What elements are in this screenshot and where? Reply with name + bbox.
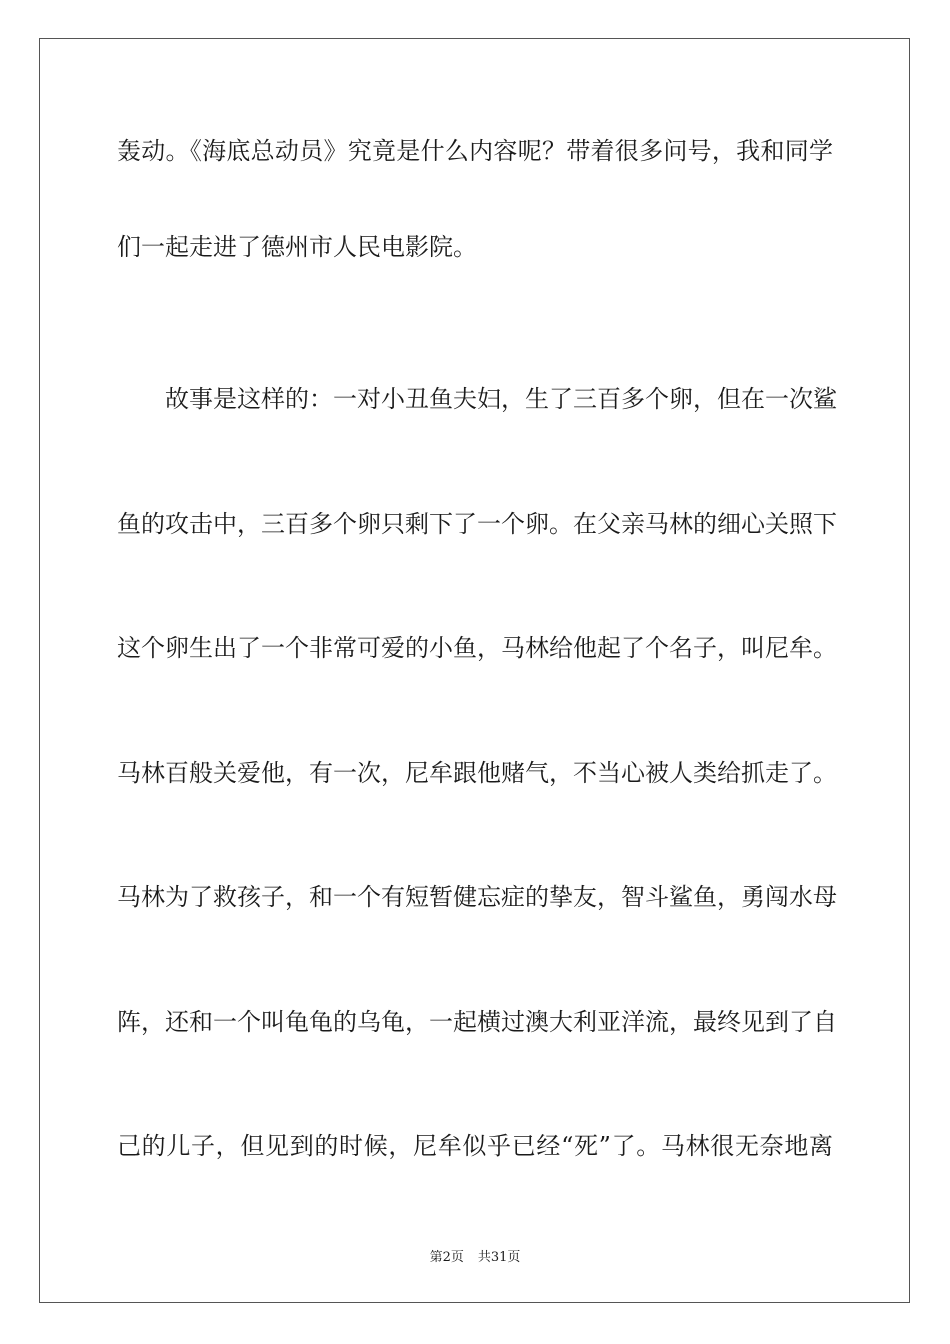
paragraph-line: 轰动。《海底总动员》究竟是什么内容呢？带着很多问号，我和同学 bbox=[117, 137, 833, 165]
page-footer bbox=[0, 1246, 950, 1265]
paragraph-line: 阵，还和一个叫龟龟的乌龟，一起横过澳大利亚洋流，最终见到了自 bbox=[117, 1008, 837, 1036]
paragraph-line: 们一起走进了德州市人民电影院。 bbox=[117, 233, 477, 261]
page-number: 第2页 bbox=[429, 1250, 464, 1265]
page-border bbox=[39, 38, 910, 1303]
page-total: 共31页 bbox=[477, 1250, 521, 1265]
paragraph-line: 己的儿子，但见到的时候，尼牟似乎已经“死”了。马林很无奈地离 bbox=[117, 1132, 833, 1160]
paragraph-line: 马林为了救孩子，和一个有短暂健忘症的挚友，智斗鲨鱼，勇闯水母 bbox=[117, 883, 837, 911]
paragraph-line: 这个卵生出了一个非常可爱的小鱼，马林给他起了个名子，叫尼牟。 bbox=[117, 634, 837, 662]
paragraph-line: 马林百般关爱他，有一次，尼牟跟他赌气，不当心被人类给抓走了。 bbox=[117, 759, 837, 787]
paragraph-line: 鱼的攻击中，三百多个卵只剩下了一个卵。在父亲马林的细心关照下 bbox=[117, 510, 837, 538]
paragraph-line: 故事是这样的：一对小丑鱼夫妇，生了三百多个卵，但在一次鲨 bbox=[165, 385, 837, 413]
